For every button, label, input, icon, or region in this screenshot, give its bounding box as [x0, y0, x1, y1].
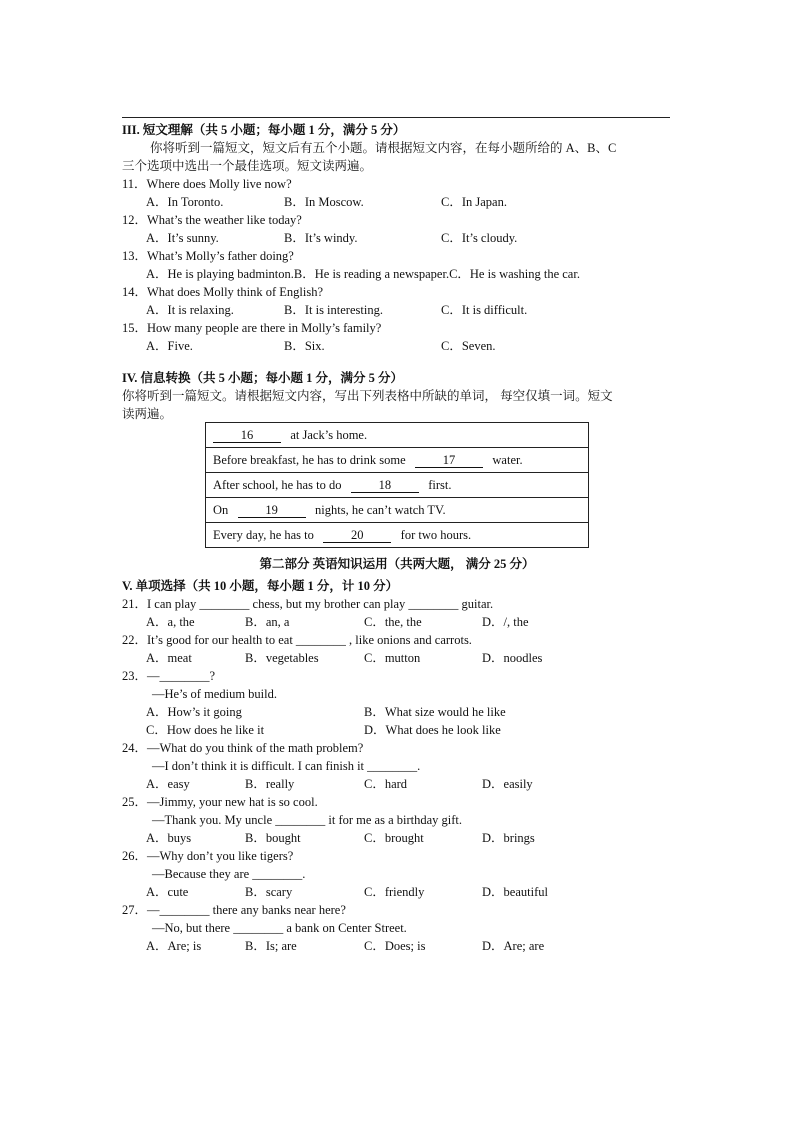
question-22: 22．It’s good for our health to eat ________ , like onions and carrots. [122, 633, 472, 647]
option: A．a, the [146, 615, 195, 629]
question-24: 24．—What do you think of the math problem? [122, 741, 364, 755]
option: C．the, the [364, 615, 422, 629]
option: C．Seven. [441, 339, 496, 353]
table-cell [206, 523, 589, 548]
option: A．Five. [146, 339, 193, 353]
option: A．cute [146, 885, 189, 899]
section5-heading: V. 单项选择（共 10 小题，每小题 1 分，计 10 分） [122, 579, 399, 593]
option: B．It is interesting. [284, 303, 383, 317]
option: A．It’s sunny. [146, 231, 219, 245]
table-cell [206, 498, 589, 523]
row-text: for two hours. [400, 527, 472, 542]
question-15: 15．How many people are there in Molly’s family? [122, 321, 382, 335]
table-row [206, 423, 589, 448]
question-24-reply: —I don’t think it is difficult. I can finish it ________. [152, 759, 421, 773]
table-cell [206, 423, 589, 448]
section3-intro: 三个选项中选出一个最佳选项。短文读两遍。 [122, 159, 373, 173]
row-text: Every day, he has to [213, 527, 314, 542]
option: B．In Moscow. [284, 195, 364, 209]
table-row [206, 498, 589, 523]
option: A．buys [146, 831, 192, 845]
option: C．It is difficult. [441, 303, 528, 317]
option: A．It is relaxing. [146, 303, 234, 317]
question-26-reply: —Because they are ________. [152, 867, 306, 881]
info-table [205, 422, 589, 548]
option: D．brings [482, 831, 535, 845]
table-row [206, 523, 589, 548]
question-27: 27．—________ there any banks near here? [122, 903, 346, 917]
option: D．beautiful [482, 885, 548, 899]
part2-heading: 第二部分 英语知识运用（共两大题， 满分 25 分） [259, 557, 535, 571]
blank-19[interactable]: 19 [238, 504, 306, 518]
option: B．really [245, 777, 295, 791]
option: C．hard [364, 777, 408, 791]
option: A．He is playing badminton.B．He is reading a newspaper.C．He is washing the car. [146, 267, 580, 281]
row-text: water. [492, 452, 523, 467]
option: C．mutton [364, 651, 421, 665]
question-14: 14．What does Molly think of English? [122, 285, 324, 299]
option: B．vegetables [245, 651, 319, 665]
option: A．How’s it going [146, 705, 242, 719]
row-text: at Jack’s home. [290, 427, 368, 442]
option: D．Are; are [482, 939, 545, 953]
option: D．/, the [482, 615, 529, 629]
option: B．Is; are [245, 939, 297, 953]
row-text: nights, he can’t watch TV. [315, 502, 446, 517]
option: D．noodles [482, 651, 543, 665]
option: A．Are; is [146, 939, 202, 953]
question-23-reply: —He’s of medium build. [152, 687, 277, 701]
top-divider [122, 117, 670, 118]
blank-20[interactable]: 20 [323, 529, 391, 543]
option: A．meat [146, 651, 192, 665]
section4-heading: IV. 信息转换（共 5 小题；每小题 1 分，满分 5 分） [122, 371, 404, 385]
option: A．In Toronto. [146, 195, 224, 209]
section3-heading: III. 短文理解（共 5 小题；每小题 1 分，满分 5 分） [122, 123, 406, 137]
row-text: After school, he has to do [213, 477, 342, 492]
option: B．It’s windy. [284, 231, 358, 245]
row-text: first. [428, 477, 452, 492]
option: C．How does he like it [146, 723, 265, 737]
table-row [206, 473, 589, 498]
table-cell [206, 448, 589, 473]
option: C．It’s cloudy. [441, 231, 518, 245]
option: B．Six. [284, 339, 325, 353]
blank-18[interactable]: 18 [351, 479, 419, 493]
question-12: 12．What’s the weather like today? [122, 213, 302, 227]
section4-intro: 读两遍。 [122, 407, 173, 421]
question-25-reply: —Thank you. My uncle ________ it for me as a birthday gift. [152, 813, 463, 827]
option: C．Does; is [364, 939, 426, 953]
section4-intro: 你将听到一篇短文。请根据短文内容，写出下列表格中所缺的单词， 每空仅填一词。短文 [122, 389, 613, 403]
row-text: Before breakfast, he has to drink some [213, 452, 406, 467]
option: B．bought [245, 831, 301, 845]
option: A．easy [146, 777, 190, 791]
option: D．What does he look like [364, 723, 501, 737]
question-23: 23．—________? [122, 669, 216, 683]
question-13: 13．What’s Molly’s father doing? [122, 249, 294, 263]
option: B．an, a [245, 615, 290, 629]
option: D．easily [482, 777, 533, 791]
question-11: 11．Where does Molly live now? [122, 177, 292, 191]
question-26: 26．—Why don’t you like tigers? [122, 849, 294, 863]
section3-intro: 你将听到一篇短文，短文后有五个小题。请根据短文内容，在每小题所给的 A、B、C [150, 141, 617, 155]
question-25: 25．—Jimmy, your new hat is so cool. [122, 795, 318, 809]
blank-17[interactable]: 17 [415, 454, 483, 468]
question-27-reply: —No, but there ________ a bank on Center Street. [152, 921, 407, 935]
option: C．friendly [364, 885, 425, 899]
question-21: 21．I can play ________ chess, but my brother can play ________ guitar. [122, 597, 494, 611]
row-text: On [213, 502, 229, 517]
option: B．scary [245, 885, 293, 899]
blank-16[interactable]: 16 [213, 429, 281, 443]
option: C．In Japan. [441, 195, 507, 209]
table-cell [206, 473, 589, 498]
option: B．What size would he like [364, 705, 506, 719]
option: C．brought [364, 831, 424, 845]
table-row [206, 448, 589, 473]
